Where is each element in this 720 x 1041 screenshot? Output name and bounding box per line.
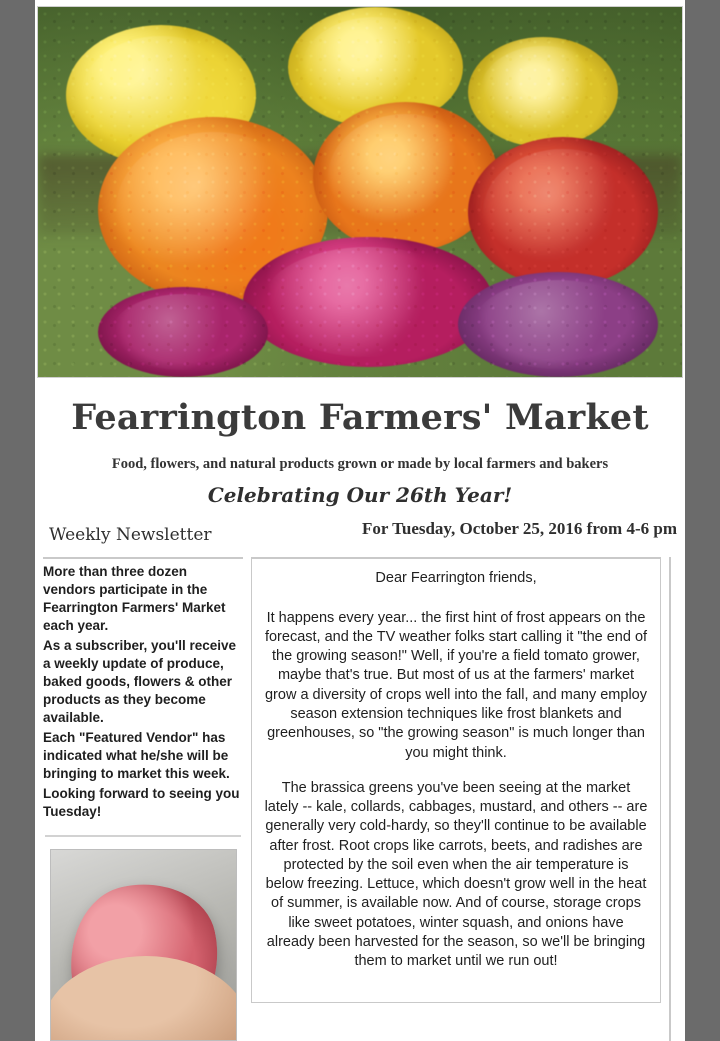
sidebar-divider	[45, 835, 241, 837]
salutation: Dear Fearrington friends,	[375, 570, 537, 587]
sidebar-paragraph: More than three dozen vendors participate in the Fearrington Farmers' Market each year.	[43, 564, 226, 634]
sidebar-paragraph: As a subscriber, you'll receive a weekly update of produce, baked goods, flowers & other products as they become available.	[43, 638, 237, 725]
sidebar-paragraph: Each "Featured Vendor" has indicated what he/she will be bringing to market this week.	[43, 729, 230, 781]
sweet-potato-in-hand-photo	[50, 849, 237, 1041]
sidebar-column	[43, 557, 243, 1040]
newsletter-label: Weekly Newsletter	[49, 525, 212, 546]
article-paragraph: It happens every year... the first hint of frost appears on the forecast, and the TV weather folks start calling it "the end of the growing season!" Well, if you're a field tomato grower, maybe that's true. But most of us at the farmers' market grow a diversity of crops well into the fall, and many employ season extension techniques like frost blankets and greenhouses, so "the growing season" is much longer than you might think.	[264, 609, 648, 761]
main-article-column	[251, 557, 661, 1002]
newsletter-page	[35, 0, 685, 1041]
chrysanthemum-flowers-photo	[37, 6, 683, 378]
hero-image-container	[35, 6, 685, 378]
newsletter-body	[35, 551, 685, 1040]
newsletter-subheader	[35, 517, 685, 551]
anniversary-line: Celebrating Our 26th Year!	[207, 483, 513, 508]
sidebar-paragraph: Looking forward to seeing you Tuesday!	[43, 785, 240, 819]
photo-texture-overlay	[38, 7, 682, 377]
masthead	[35, 378, 685, 507]
tagline: Food, flowers, and natural products grown or made by local farmers and bakers	[111, 456, 609, 473]
issue-date: For Tuesday, October 25, 2016 from 4-6 pm	[362, 519, 677, 539]
right-rail-divider	[669, 557, 679, 1040]
article-paragraph: The brassica greens you've been seeing at the market lately -- kale, collards, cabbages, mustard, and others -- are generally very cold-hardy, so they'll continue to be available after frost. Root crops like carrots, beets, and radishes are protected by the soil even when the air temperature is below freezing. Lettuce, which doesn't grow well in the heat of summer, is available now. And of course, storage crops like sweet potatoes, winter squash, and onions have already been harvested for the season, so we'll be bringing them to market until we run out!	[264, 779, 648, 970]
page-title: Fearrington Farmers' Market	[71, 397, 649, 438]
